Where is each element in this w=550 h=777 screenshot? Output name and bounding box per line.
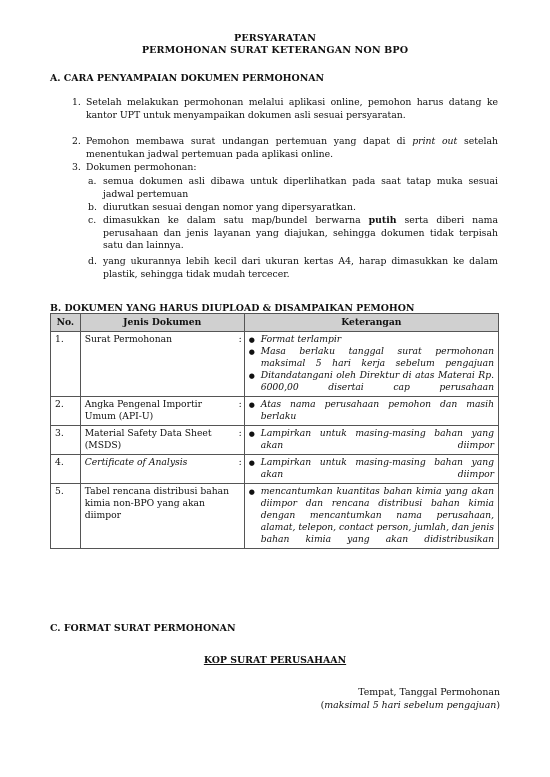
table-row [51,332,499,397]
separator-colon: : [233,455,244,484]
sub-list-item-text: dimasukkan ke dalam satu map/bundel berwarna putih serta diberi nama perusahaan dan jenis layanan yang diajukan, sehingga dokumen tidak terpisah satu dan lainnya. [103,215,498,252]
row-number: 5. [51,484,81,549]
separator-colon [233,484,244,549]
document-name: Surat Permohonan [80,332,233,397]
row-number: 1. [51,332,81,397]
column-header-document: Jenis Dokumen [80,314,244,332]
sub-list-item-text: semua dokumen asli dibawa untuk diperlihatkan pada saat tatap muka sesuai jadwal pertemuan [103,176,498,200]
separator-colon: : [233,426,244,455]
remark-item: ● Atas nama perusahaan pemohon dan masih berlaku [249,399,494,423]
table-header-row [51,314,499,332]
place-date-note: (maksimal 5 hari sebelum pengajuan) [320,700,500,711]
document-name: Certificate of Analysis [80,455,233,484]
column-header-remarks: Keterangan [244,314,498,332]
remark-item: ● mencantumkan kuantitas bahan kimia yang akan diimpor dan rencana distribusi bahan kimia dengan mencantumkan nama perusahaan, alamat, telepon, contact person, jumlah, dan jenis bahan kimia yang akan didistribusikan [249,486,494,546]
document-name: Tabel rencana distribusi bahan kimia non-BPO yang akan diimpor [80,484,233,549]
document-title: PERSYARATAN [234,33,316,44]
place-date-text: Tempat, Tanggal Permohonan [358,687,500,698]
sub-list-item-text: diurutkan sesuai dengan nomor yang dipersyaratkan. [103,202,356,213]
remarks-cell [244,332,498,397]
list-item-number: 1. [72,97,81,108]
table-row [51,484,499,549]
sub-list-item-letter: c. [88,215,97,226]
section-b-heading: B. DOKUMEN YANG HARUS DIUPLOAD & DISAMPAIKAN PEMOHON [50,303,415,314]
document-name: Material Safety Data Sheet (MSDS) [80,426,233,455]
sub-list-item-letter: b. [88,202,97,213]
list-item-text: Pemohon membawa surat undangan pertemuan yang dapat di print out setelah menentukan jadwal pertemuan pada aplikasi online. [86,136,498,160]
list-item-text: Dokumen permohonan: [86,162,197,173]
separator-colon: : [233,332,244,397]
row-number: 4. [51,455,81,484]
row-number: 2. [51,397,81,426]
remark-item: ● Format terlampir [249,334,494,346]
remarks-cell [244,426,498,455]
section-c-heading: C. FORMAT SURAT PERMOHONAN [50,623,236,634]
remark-item: ● Lampirkan untuk masing-masing bahan yang akan diimpor [249,428,494,452]
separator-colon: : [233,397,244,426]
place-date-block [321,686,500,712]
document-name: Angka Pengenal Importir Umum (API-U) [80,397,233,426]
remark-item: ● Ditandatangani oleh Direktur di atas Materai Rp. 6000,00 disertai cap perusahaan [249,370,494,394]
document-subtitle: PERMOHONAN SURAT KETERANGAN NON BPO [141,45,409,56]
table-row [51,397,499,426]
list-item-text: Setelah melakukan permohonan melalui aplikasi online, pemohon harus datang ke kantor UPT untuk menyampaikan dokumen asli sesuai persyaratan. [86,97,498,121]
sub-list-item-letter: a. [88,176,97,187]
remark-item: ● Lampirkan untuk masing-masing bahan yang akan diimpor [249,457,494,481]
documents-table [50,313,499,549]
table-row [51,426,499,455]
row-number: 3. [51,426,81,455]
letterhead-heading: KOP SURAT PERUSAHAAN [203,655,347,666]
list-item-number: 3. [72,162,81,173]
list-item-number: 2. [72,136,81,147]
remarks-cell [244,455,498,484]
table-row [51,455,499,484]
remarks-cell [244,484,498,549]
column-header-no: No. [51,314,81,332]
remarks-cell [244,397,498,426]
sub-list-item-letter: d. [88,256,97,267]
remark-item: ● Masa berlaku tanggal surat permohonan maksimal 5 hari kerja sebelum pengajuan [249,346,494,370]
sub-list-item-text: yang ukurannya lebih kecil dari ukuran kertas A4, harap dimasukkan ke dalam plastik, sehingga tidak mudah tercecer. [103,256,498,280]
section-a-heading: A. CARA PENYAMPAIAN DOKUMEN PERMOHONAN [50,73,325,84]
